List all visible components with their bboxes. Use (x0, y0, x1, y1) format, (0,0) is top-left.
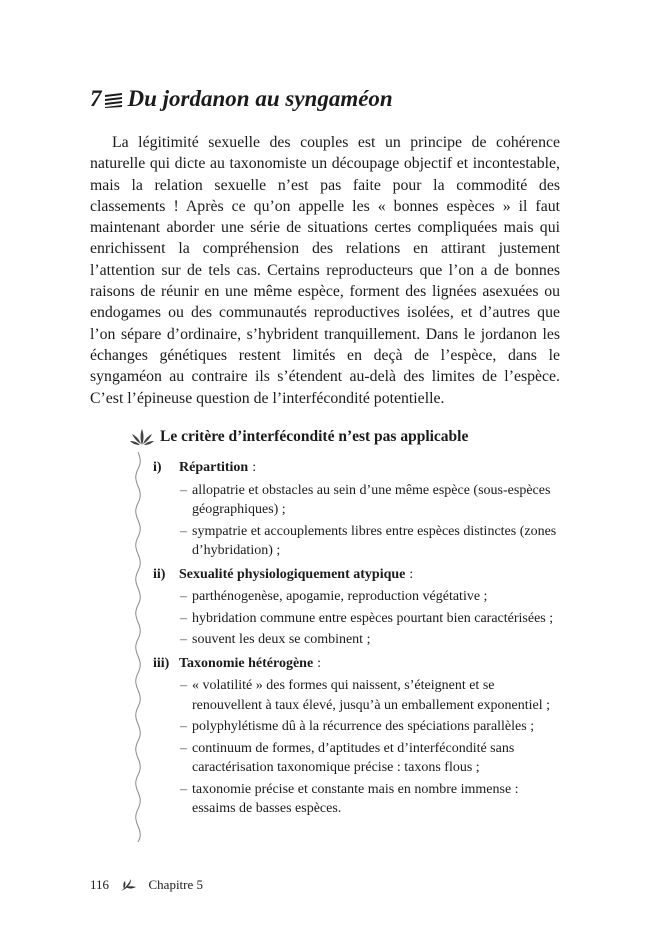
section-number: 7 (90, 86, 102, 111)
outline-section (153, 565, 563, 650)
section-numeral: ii) (153, 566, 166, 582)
dash-bullet: – (180, 781, 187, 797)
list-item (153, 739, 563, 778)
list-item-text: « volatilité » des formes qui naissent, s’éteignent et se renouvellent à taux élevé, jusqu’à un emballement exponentiel ; (192, 678, 551, 713)
list-item (153, 609, 563, 629)
dash-bullet: – (180, 523, 187, 539)
body-paragraph: La légitimité sexuelle des couples est un principe de cohérence naturelle qui dicte au taxonomiste un découpage objectif et incontestable, mais la relation sexuelle n’est pas faite pour la commodité des classements ! Après ce qu’on appelle les « bonnes espèces » il faut maintenant aborder une série de situations certes compliquées mais qui enrichissent la compréhension des relations en attirant justement l’attention sur de tels cas. Certains reproducteurs que l’on a de bonnes raisons de réunir en une même espèce, forment des lignées asexuées ou endogames ou des communautés reproductives isolées, et d’autres que l’on sépare d’ordinaire, s’hybrident tranquillement. Dans le jordanon les échanges génétiques restent limités en deçà de l’espèce, dans le syngaméon au contraire ils s’étendent au-delà des limites de l’espèce. C’est l’épineuse question de l’interfécondité potentielle. (90, 134, 560, 407)
page-footer (90, 876, 203, 897)
section-heading (90, 84, 570, 116)
sprig-ornament-icon (119, 878, 137, 897)
section-colon: : (317, 655, 322, 671)
section-label: Sexualité physiologiquement atypique (179, 566, 406, 582)
dash-bullet: – (180, 632, 187, 647)
list-item-text: hybridation commune entre espèces pourtant bien caractérisées ; (192, 610, 554, 626)
section-label: Répartition (179, 460, 249, 475)
chapter-label: Chapitre 5 (148, 877, 204, 892)
dash-bullet: – (180, 482, 187, 498)
wavy-margin-line (133, 452, 143, 842)
list-item-text: parthénogenèse, apogamie, reproduction végétative ; (192, 589, 488, 604)
list-item-text: souvent les deux se combinent ; (192, 632, 371, 647)
leaf-ornament-icon (130, 428, 154, 452)
section-header (153, 654, 563, 674)
list-item-text: taxonomie précise et constante mais en nombre immense : essaims de basses espèces. (192, 781, 519, 816)
outline-section (153, 458, 563, 561)
list-item-text: sympatrie et accouplements libres entre espèces distinctes (zones d’hybridation) ; (192, 523, 557, 558)
dash-bullet: – (180, 740, 187, 756)
page-number: 116 (90, 877, 110, 892)
section-header (153, 565, 563, 585)
list-item (153, 587, 563, 607)
section-label: Taxonomie hétérogène (179, 655, 314, 671)
stacked-lines-icon (104, 86, 124, 116)
section-numeral: iii) (153, 655, 170, 671)
list-item (153, 780, 563, 819)
list-item (153, 676, 563, 715)
list-item (153, 522, 563, 561)
box-title: Le critère d’interfécondité n’est pas applicable (160, 428, 469, 445)
section-header (153, 458, 563, 478)
section-title: Du jordanon au syngaméon (127, 86, 393, 111)
list-item-text: polyphylétisme dû à la récurrence des spéciations parallèles ; (192, 719, 535, 734)
dash-bullet: – (180, 719, 187, 734)
dash-bullet: – (180, 610, 187, 626)
dash-bullet: – (180, 589, 187, 604)
list-item-text: allopatrie et obstacles au sein d’une même espèce (sous-espèces géographiques) ; (192, 482, 551, 517)
criteria-outline (153, 458, 563, 823)
list-item (153, 630, 563, 650)
list-item (153, 717, 563, 737)
section-colon: : (252, 460, 257, 475)
list-item (153, 481, 563, 520)
dash-bullet: – (180, 678, 187, 693)
section-numeral: i) (153, 460, 162, 475)
outline-section (153, 654, 563, 819)
list-item-text: continuum de formes, d’aptitudes et d’interfécondité sans caractérisation taxonomique précise : taxons flous ; (192, 740, 515, 775)
section-colon: : (409, 566, 414, 582)
